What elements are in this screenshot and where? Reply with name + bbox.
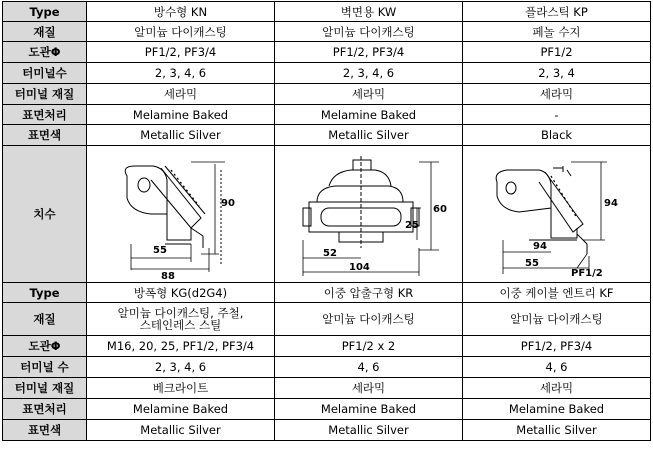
cell-kw-terminals: 2, 3, 4, 6 xyxy=(275,63,463,84)
label-conduit-2: 도관Φ xyxy=(3,336,87,357)
cell-kf-surface-treatment: Melamine Baked xyxy=(463,399,651,420)
kn-dim-width-1: 55 xyxy=(152,245,167,256)
cell-kg-surface-color: Metallic Silver xyxy=(87,420,275,441)
row-conduit-top xyxy=(3,42,651,63)
row-surface-color-top xyxy=(3,125,651,146)
row-material-bottom xyxy=(3,303,651,336)
cell-kw-terminal-material: 세라믹 xyxy=(275,84,463,105)
kn-dim-width-2: 88 xyxy=(160,271,175,280)
cell-kp-surface-color: Black xyxy=(463,125,651,146)
label-material: 재질 xyxy=(3,22,87,42)
cell-kw-material: 알미늄 다이캐스팅 xyxy=(275,22,463,42)
kp-dim-height: 94 xyxy=(603,198,618,209)
cell-kn-type: 방수형 KN xyxy=(87,2,275,22)
cell-kg-conduit: M16, 20, 25, PF1/2, PF3/4 xyxy=(87,336,275,357)
cell-kg-type: 방폭형 KG(d2G4) xyxy=(87,283,275,303)
kw-dim-height: 60 xyxy=(432,204,447,215)
kp-dim-width-2: 55 xyxy=(524,258,539,269)
cell-kw-type: 벽면용 KW xyxy=(275,2,463,22)
label-terminals: 터미널수 xyxy=(3,63,87,84)
kp-dimension-drawing xyxy=(467,148,647,280)
cell-kr-terminals: 4, 6 xyxy=(275,357,463,378)
label-terminals-2: 터미널 수 xyxy=(3,357,87,378)
cell-kf-terminals: 4, 6 xyxy=(463,357,651,378)
kn-dimension-drawing xyxy=(91,148,271,280)
cell-kp-terminals: 2, 3, 4 xyxy=(463,63,651,84)
row-surface-treatment-top xyxy=(3,105,651,125)
cell-kn-material: 알미늄 다이캐스팅 xyxy=(87,22,275,42)
label-surface-color-2: 표면색 xyxy=(3,420,87,441)
cell-kr-terminal-material: 세라믹 xyxy=(275,378,463,399)
cell-kn-terminal-material: 세라믹 xyxy=(87,84,275,105)
cell-kr-surface-color: Metallic Silver xyxy=(275,420,463,441)
cell-kn-drawing xyxy=(87,146,275,283)
cell-kg-surface-treatment: Melamine Baked xyxy=(87,399,275,420)
label-type-2: Type xyxy=(3,283,87,303)
cell-kp-material: 페놀 수지 xyxy=(463,22,651,42)
kw-dim-depth: 25 xyxy=(404,220,419,231)
cell-kf-conduit: PF1/2, PF3/4 xyxy=(463,336,651,357)
row-terminal-material-top xyxy=(3,84,651,105)
row-terminal-material-bottom xyxy=(3,378,651,399)
row-type-top xyxy=(3,2,651,22)
cell-kp-conduit: PF1/2 xyxy=(463,42,651,63)
kn-dim-height: 90 xyxy=(220,198,235,209)
cell-kf-type: 이중 케이블 엔트리 KF xyxy=(463,283,651,303)
cell-kp-terminal-material: 세라믹 xyxy=(463,84,651,105)
cell-kn-surface-color: Metallic Silver xyxy=(87,125,275,146)
row-terminals-top xyxy=(3,63,651,84)
label-surface-color: 표면색 xyxy=(3,125,87,146)
label-surface-treatment-2: 표면처리 xyxy=(3,399,87,420)
label-dimensions: 치수 xyxy=(3,146,87,283)
row-terminals-bottom xyxy=(3,357,651,378)
cell-kw-conduit: PF1/2, PF3/4 xyxy=(275,42,463,63)
row-conduit-bottom xyxy=(3,336,651,357)
row-material-top xyxy=(3,22,651,42)
kw-dim-width-1: 52 xyxy=(322,248,337,259)
spec-table-wrapper xyxy=(2,1,650,454)
cell-kr-material: 알미늄 다이캐스팅 xyxy=(275,303,463,336)
label-type: Type xyxy=(3,2,87,22)
cell-kg-material: 알미늄 다이캐스팅, 주철, 스테인레스 스틸 xyxy=(87,303,275,336)
cell-kf-surface-color: Metallic Silver xyxy=(463,420,651,441)
kw-dimension-drawing xyxy=(279,148,459,280)
row-surface-treatment-bottom xyxy=(3,399,651,420)
cell-kf-terminal-material: 세라믹 xyxy=(463,378,651,399)
row-dimensions xyxy=(3,146,651,283)
spec-table xyxy=(2,1,651,441)
cell-kr-surface-treatment: Melamine Baked xyxy=(275,399,463,420)
cell-kw-surface-treatment: Melamine Baked xyxy=(275,105,463,125)
cell-kp-surface-treatment: - xyxy=(463,105,651,125)
cell-kw-drawing xyxy=(275,146,463,283)
row-type-bottom xyxy=(3,283,651,303)
label-surface-treatment: 표면처리 xyxy=(3,105,87,125)
cell-kn-surface-treatment: Melamine Baked xyxy=(87,105,275,125)
label-material-2: 재질 xyxy=(3,303,87,336)
cell-kr-type: 이중 압출구형 KR xyxy=(275,283,463,303)
kp-dim-thread: PF1/2 xyxy=(570,268,603,279)
label-terminal-material-2: 터미널 재질 xyxy=(3,378,87,399)
cell-kw-surface-color: Metallic Silver xyxy=(275,125,463,146)
kw-dim-width-2: 104 xyxy=(348,262,370,273)
cell-kg-terminals: 2, 3, 4, 6 xyxy=(87,357,275,378)
cell-kn-conduit: PF1/2, PF3/4 xyxy=(87,42,275,63)
kp-dim-width-1: 94 xyxy=(532,241,547,252)
cell-kf-material: 알미늄 다이캐스팅 xyxy=(463,303,651,336)
row-surface-color-bottom xyxy=(3,420,651,441)
cell-kg-terminal-material: 베크라이트 xyxy=(87,378,275,399)
cell-kp-type: 플라스틱 KP xyxy=(463,2,651,22)
cell-kn-terminals: 2, 3, 4, 6 xyxy=(87,63,275,84)
label-conduit: 도관Φ xyxy=(3,42,87,63)
cell-kr-conduit: PF1/2 x 2 xyxy=(275,336,463,357)
label-terminal-material: 터미널 재질 xyxy=(3,84,87,105)
cell-kp-drawing xyxy=(463,146,651,283)
